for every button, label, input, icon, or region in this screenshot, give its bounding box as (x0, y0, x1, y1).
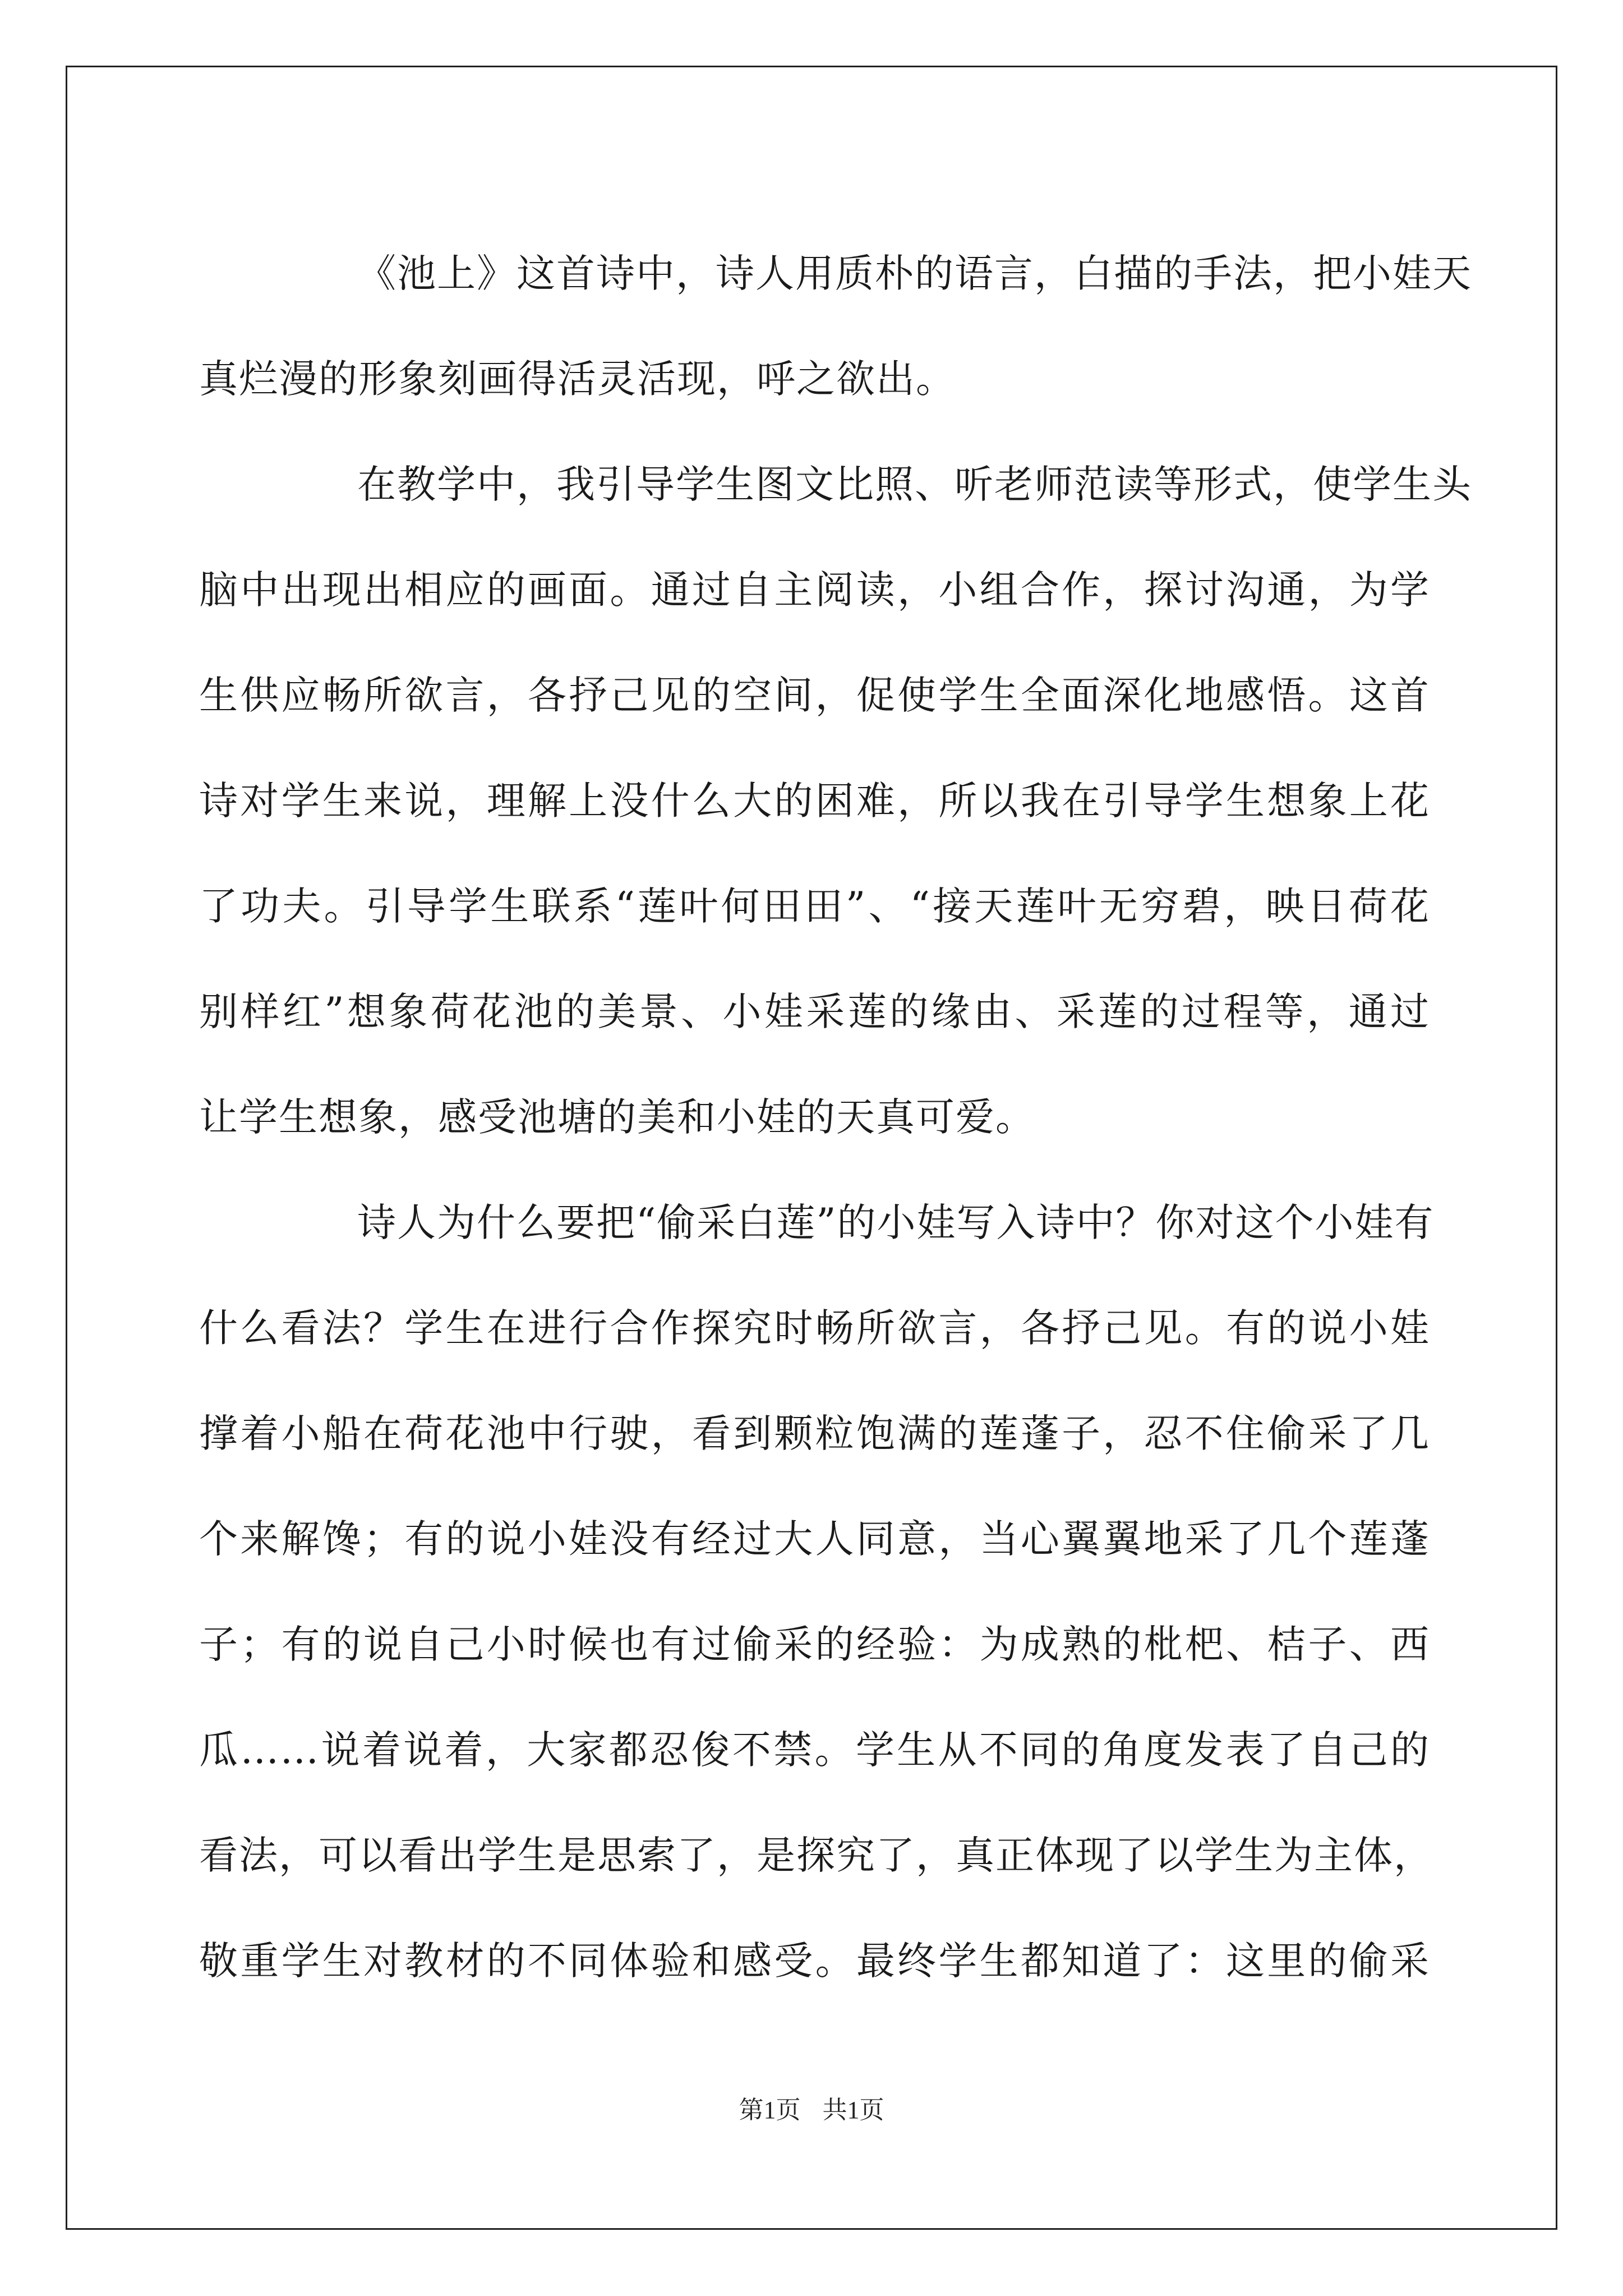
text-line: 诗对学生来说，理解上没什么大的困难，所以我在引导学生想象上花 (199, 779, 1430, 823)
paragraph-2 (199, 432, 1472, 1170)
text-line: 让学生想象，感受池塘的美和小娃的天真可爱。 (199, 1095, 1035, 1140)
paragraph-3 (199, 1170, 1435, 2014)
text-line: 个来解馋；有的说小娃没有经过大人同意，当心翼翼地采了几个莲蓬 (199, 1517, 1430, 1562)
text-line: 敬重学生对教材的不同体验和感受。最终学生都知道了：这里的偷采 (199, 1939, 1430, 1984)
text-line: 了功夫。引导学生联系“莲叶何田田”、“接天莲叶无穷碧，映日荷花 (199, 884, 1430, 929)
text-line: 撑着小船在荷花池中行驶，看到颗粒饱满的莲蓬子，忍不住偷采了几 (199, 1411, 1430, 1456)
page-number: 第1页 (739, 2096, 801, 2124)
text-line: 看法，可以看出学生是思索了，是探究了，真正体现了以学生为主体， (199, 1833, 1433, 1878)
text-line: 瓜……说着说着，大家都忍俊不禁。学生从不同的角度发表了自己的 (199, 1728, 1430, 1773)
page-footer (0, 2090, 1623, 2125)
text-line: 脑中出现出相应的画面。通过自主阅读，小组合作，探讨沟通，为学 (199, 568, 1430, 613)
text-line: 别样红”想象荷花池的美景、小娃采莲的缘由、采莲的过程等，通过 (199, 990, 1430, 1034)
text-line: 什么看法？学生在进行合作探究时畅所欲言，各抒己见。有的说小娃 (199, 1306, 1430, 1351)
text-line: 子；有的说自己小时候也有过偷采的经验：为成熟的枇杷、桔子、西 (199, 1622, 1430, 1667)
text-line: 生供应畅所欲言，各抒己见的空间，促使学生全面深化地感悟。这首 (199, 673, 1430, 718)
paragraph-1 (199, 221, 1472, 432)
text-line: 真烂漫的形象刻画得活灵活现，呼之欲出。 (199, 357, 956, 402)
page-total: 共1页 (822, 2096, 884, 2124)
text-line: 诗人为什么要把“偷采白莲”的小娃写入诗中？你对这个小娃有 (357, 1200, 1435, 1245)
document-body (199, 221, 1472, 2014)
text-line: 《池上》这首诗中，诗人用质朴的语言，白描的手法，把小娃天 (357, 251, 1472, 296)
text-line: 在教学中，我引导学生图文比照、听老师范读等形式，使学生头 (357, 462, 1472, 507)
